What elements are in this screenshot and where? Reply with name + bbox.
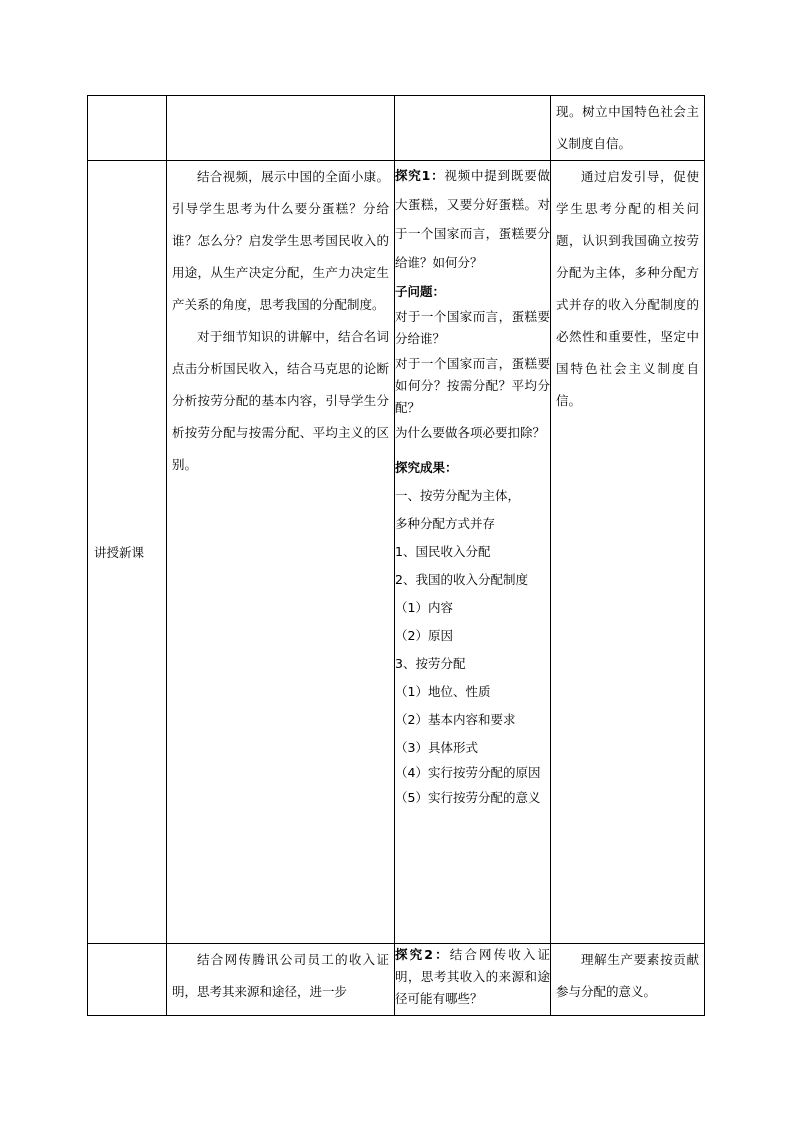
result-item: （1）内容 (395, 600, 453, 615)
purpose-cell (551, 161, 705, 944)
inquiry-2-label: 探究2： (395, 947, 450, 962)
stage-cell-empty (88, 944, 167, 1016)
purpose-cell (551, 96, 705, 161)
purpose-continued-text: 现。树立中国特色社会主义制度自信。 (556, 104, 699, 151)
result-item: 多种分配方式并存 (395, 516, 496, 531)
sub-question-1: 对于一个国家而言，蛋糕要分给谁？ (395, 309, 550, 346)
table-row (88, 944, 705, 1016)
result-item: （1）地位、性质 (395, 684, 491, 699)
result-item: （2）原因 (395, 628, 453, 643)
sub-question-3: 为什么要做各项必要扣除？ (395, 425, 546, 440)
purpose-cell (551, 944, 705, 1016)
result-item: 一、按劳分配为主体， (395, 488, 521, 503)
inquiry-cell (395, 161, 551, 944)
result-item: 2、我国的收入分配制度 (395, 572, 528, 587)
activity-paragraph: 结合网传腾讯公司员工的收入证明，思考其来源和途径，进一步 (172, 952, 389, 999)
inquiry-1 (395, 161, 550, 277)
result-item: 1、国民收入分配 (395, 544, 491, 559)
stage-cell-empty (88, 96, 167, 161)
inquiry-2 (395, 944, 550, 1010)
table-row (88, 161, 705, 944)
result-item: （4）实行按劳分配的原因 (395, 765, 541, 780)
activity-paragraph-1: 结合视频，展示中国的全面小康。引导学生思考为什么要分蛋糕？分给谁？怎么分？启发学生思考国民收入的用途，从生产决定分配，生产力决定生产关系的角度，思考我国的分配制度。 (172, 169, 389, 312)
lesson-plan-table (87, 95, 705, 1016)
inquiry-1-label: 探究1： (395, 168, 445, 183)
stage-label: 讲授新课 (94, 545, 145, 560)
purpose-text: 通过启发引导，促使学生思考分配的相关问题，认识到我国确立按劳分配为主体，多种分配方式并存的收入分配制度的必然性和重要性，坚定中国特色社会主义制度自信。 (556, 169, 699, 408)
activity-cell (167, 944, 395, 1016)
result-item: （2）基本内容和要求 (395, 712, 516, 727)
activity-paragraph-2: 对于细节知识的讲解中，结合名词点击分析国民收入，结合马克思的论断分析按劳分配的基本内容，引导学生分析按劳分配与按需分配、平均主义的区别。 (172, 329, 389, 472)
sub-question-2: 对于一个国家而言，蛋糕要如何分？按需分配？平均分配？ (395, 356, 550, 415)
stage-cell (88, 161, 167, 944)
inquiry-cell-empty (395, 96, 551, 161)
table-row (88, 96, 705, 161)
inquiry-1-text: 视频中提到既要做大蛋糕，又要分好蛋糕。对于一个国家而言，蛋糕要分给谁？如何分？ (395, 168, 550, 270)
inquiry-2-text: 结合网传收入证明，思考其收入的来源和途径可能有哪些？ (395, 947, 550, 1006)
activity-cell-empty (167, 96, 395, 161)
inquiry-cell (395, 944, 551, 1016)
result-item: （5）实行按劳分配的意义 (395, 790, 541, 805)
result-item: （3）具体形式 (395, 740, 478, 755)
sub-question-heading: 子问题： (395, 284, 446, 299)
purpose-text: 理解生产要素按贡献参与分配的意义。 (556, 952, 699, 999)
result-heading: 探究成果： (395, 460, 458, 475)
result-item: 3、按劳分配 (395, 656, 466, 671)
activity-cell (167, 161, 395, 944)
